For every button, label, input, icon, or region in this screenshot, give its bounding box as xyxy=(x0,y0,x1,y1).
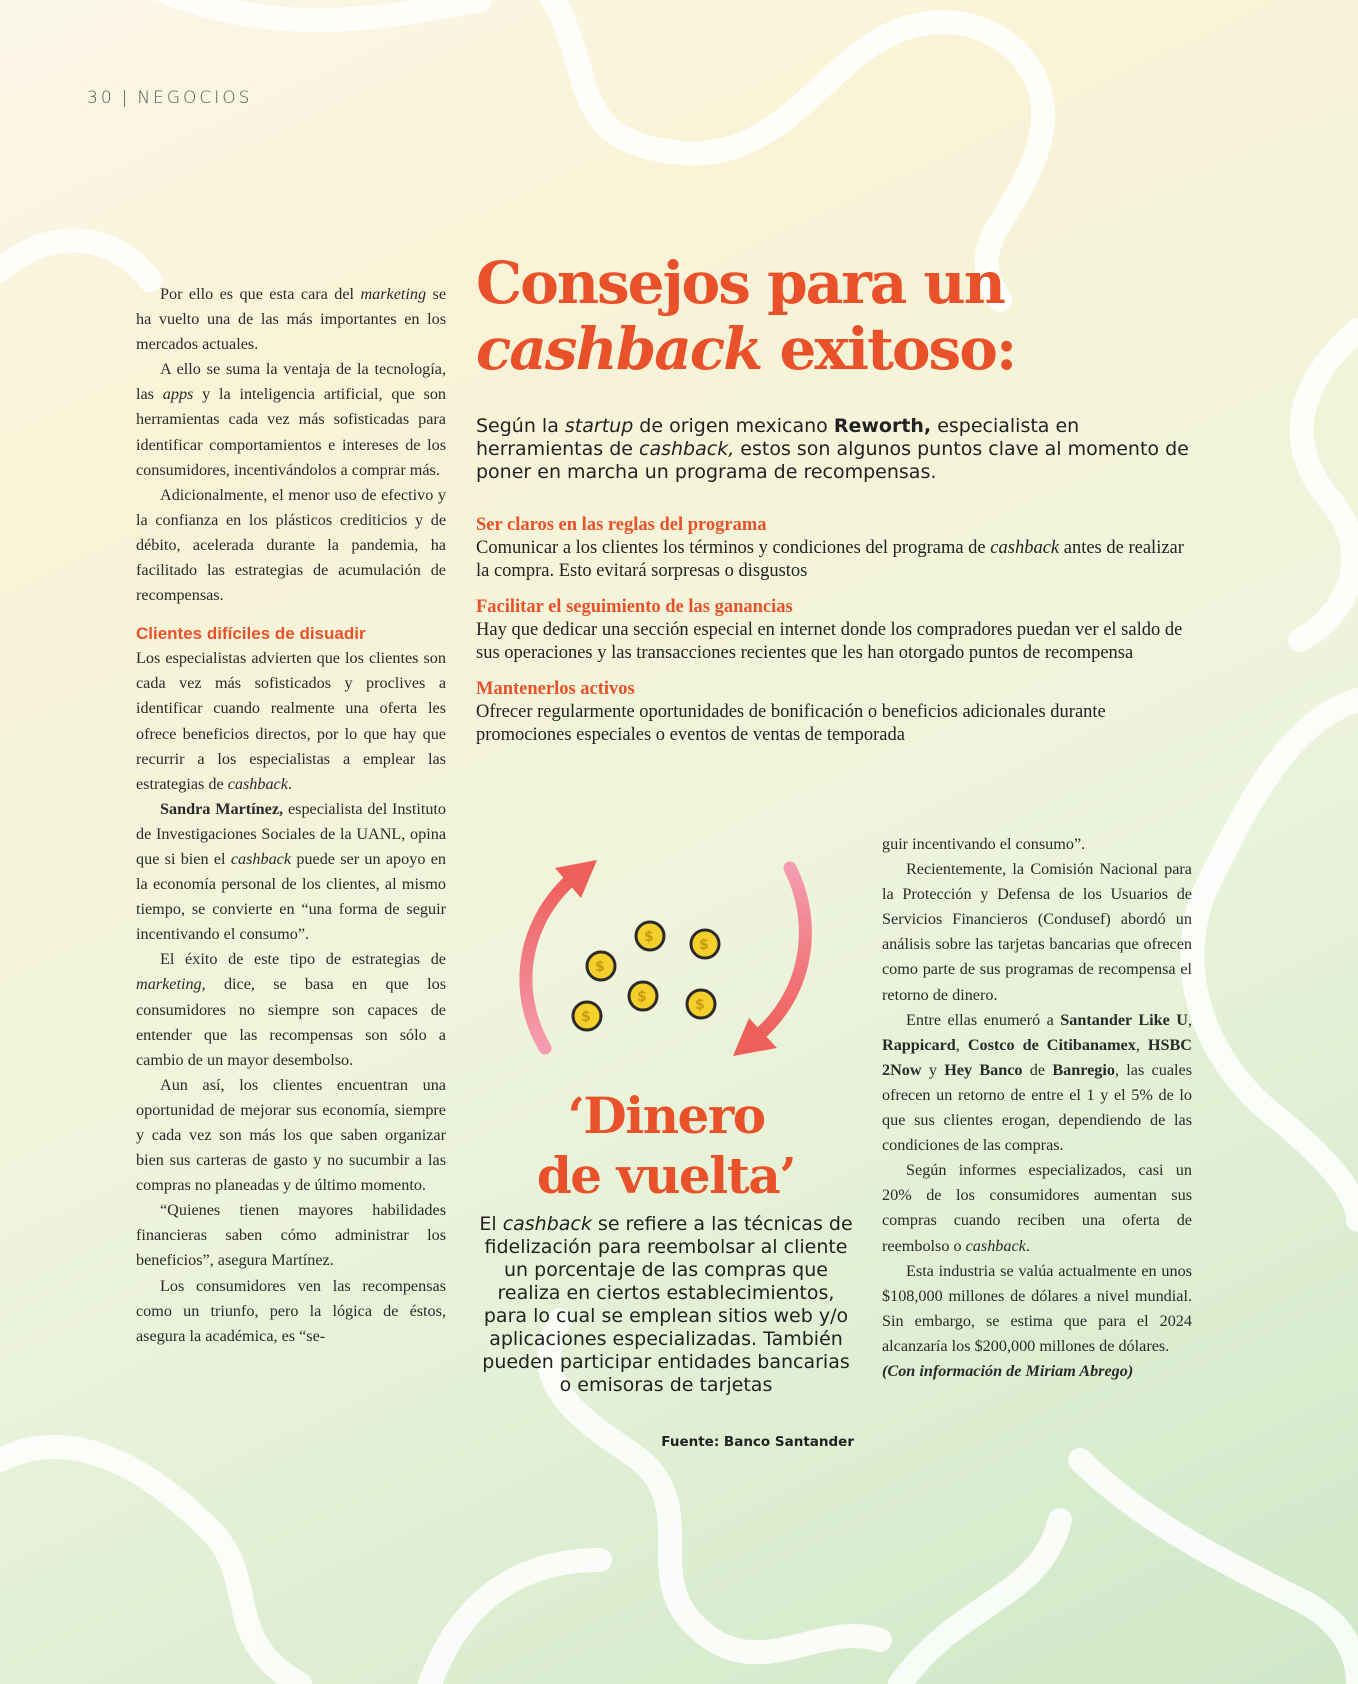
right-paragraph-5: Esta industria se valúa actualmente en unos $108,000 millones de dólares a nivel mundial. Sin embargo, se estima que para el 2024 alcanzaría los $200,000 millones de dólares. xyxy=(882,1261,1192,1355)
title-line-2: cashback exitoso: xyxy=(476,315,1016,383)
arrow-up-icon xyxy=(526,876,575,1048)
source-credit: Fuente: Banco Santander xyxy=(661,1434,854,1450)
svg-text:$: $ xyxy=(699,937,709,953)
coin-icon xyxy=(691,930,719,958)
right-paragraph-4: Según informes especializados, casi un 20% de los consumidores aumentan sus compras cuando reciben una oferta de reembolso o cashback. xyxy=(882,1161,1192,1255)
lead-paragraph: Según la startup de origen mexicano Reworth, especialista en herramientas de cashback, estos son algunos puntos clave al momento de poner en marcha un programa de recompensas. xyxy=(476,415,1189,483)
right-paragraph-2: Recientemente, la Comisión Nacional para la Protección y Defensa de los Usuarios de Servicios Financieros (Condusef) abordó un análisis sobre las tarjetas bancarias que ofrecen como parte de sus programas de recompensa el retorno de dinero. xyxy=(882,860,1192,1004)
arrow-down-icon xyxy=(755,868,805,1038)
tip-item xyxy=(476,678,1196,747)
left-paragraph-8: “Quienes tienen mayores habilidades financieras saben cómo administrar los beneficios”, asegura Martínez. xyxy=(136,1201,446,1270)
left-paragraph-9: Los consumidores ven las recompensas como un triunfo, pero la lógica de éstos, asegura la académica, es “se- xyxy=(136,1276,446,1345)
tip-title: Ser claros en las reglas del programa xyxy=(476,515,767,535)
section-name: NEGOCIOS xyxy=(137,88,253,108)
svg-text:$: $ xyxy=(595,959,605,975)
left-paragraph-5: Sandra Martínez, especialista del Instituto de Investigaciones Sociales de la UANL, opina que si bien el cashback puede ser un apoyo en la economía personal de los clientes, al mismo tiempo, se convierte en “una forma de seguir incentivando el consumo”. xyxy=(136,799,447,944)
coins xyxy=(573,922,719,1030)
coin-icon xyxy=(687,990,715,1018)
tip-title: Facilitar el seguimiento de las ganancias xyxy=(476,597,793,617)
svg-text:$: $ xyxy=(637,989,647,1005)
sidebar-title-line-2: de vuelta’ xyxy=(536,1146,796,1205)
left-paragraph-1: Por ello es que esta cara del marketing se ha vuelto una de las más importantes en los mercados actuales. xyxy=(136,285,446,354)
left-paragraph-3: Adicionalmente, el menor uso de efectivo y la confianza en los plásticos crediticios y de débito, acelerada durante la pandemia, ha facilitado las estrategias de acumulación de recompensas. xyxy=(136,485,446,605)
svg-text:$: $ xyxy=(695,997,705,1013)
right-column xyxy=(882,832,1192,1384)
sidebar-title-line-1: ‘Dinero xyxy=(567,1086,765,1145)
left-paragraph-4: Los especialistas advierten que los clientes son cada vez más sofisticados y proclives a identificar cuando realmente una oferta les ofrece beneficios directos, por lo que hay que recurrir a los especialistas a emplear las estrategias de cashback. xyxy=(136,649,446,793)
article-title xyxy=(476,250,1276,382)
left-paragraph-6: El éxito de este tipo de estrategias de marketing, dice, se basa en que los consumidores no siempre son capaces de entender que las recompensas son sólo a cambio de un mayor desembolso. xyxy=(136,950,446,1069)
cashback-definition: El cashback se refiere a las técnicas de fidelización para reembolsar al cliente un porcentaje de las compras que realiza en ciertos establecimientos, para lo cual se emplean sitios web y/o aplicaciones especializadas. También pueden participar entidades bancarias o emisoras de tarjetas xyxy=(479,1213,853,1396)
coin-icon xyxy=(636,922,664,950)
left-column xyxy=(136,282,446,1349)
tip-text: Ofrecer regularmente oportunidades de bonificación o beneficios adicionales durante promociones especiales o eventos de ventas de temporada xyxy=(476,702,1106,745)
tip-text: Hay que dedicar una sección especial en internet donde los compradores puedan ver el saldo de sus operaciones y las transacciones recientes que les han otorgado puntos de recompensa xyxy=(476,620,1183,663)
page-number: 30 xyxy=(87,88,115,108)
page-header xyxy=(87,88,252,108)
coin-icon xyxy=(587,952,615,980)
coin-icon xyxy=(629,982,657,1010)
svg-text:$: $ xyxy=(644,929,654,945)
right-paragraph-3: Entre ellas enumeró a Santander Like U, Rappicard, Costco de Citibanamex, HSBC 2Now y Hey Banco de Banregio, las cuales ofrecen un retorno de entre el 1 y el 5% de lo que sus clientes erogan, dependiendo de las condiciones de las compras. xyxy=(882,1010,1192,1155)
tip-item xyxy=(476,514,1196,583)
article-credit: (Con información de Miriam Abrego) xyxy=(882,1361,1134,1380)
sidebar-title xyxy=(476,1086,856,1206)
tip-text: Comunicar a los clientes los términos y condiciones del programa de cashback antes de realizar la compra. Esto evitará sorpresas o disgustos xyxy=(476,538,1184,581)
tips-list xyxy=(476,514,1196,760)
left-paragraph-7: Aun así, los clientes encuentran una oportunidad de mejorar sus economía, siempre y cada vez son más los que saben organizar bien sus carteras de gasto y no sucumbir a las compras no planeadas y de último momento. xyxy=(136,1075,446,1195)
cashback-illustration xyxy=(515,858,815,1058)
title-line-1: Consejos para un xyxy=(476,249,1004,317)
tip-item xyxy=(476,596,1196,665)
left-paragraph-2: A ello se suma la ventaja de la tecnología, las apps y la inteligencia artificial, que son herramientas cada vez más sofisticadas para identificar comportamientos e intereses de los consumidores, incentivándolos a comprar más. xyxy=(136,360,447,479)
svg-text:$: $ xyxy=(581,1009,591,1025)
header-separator: | xyxy=(121,88,131,108)
left-subheading: Clientes difíciles de disuadir xyxy=(136,624,366,644)
coin-icon xyxy=(573,1002,601,1030)
right-paragraph-1: guir incentivando el consumo”. xyxy=(882,835,1086,853)
tip-title: Mantenerlos activos xyxy=(476,679,635,699)
